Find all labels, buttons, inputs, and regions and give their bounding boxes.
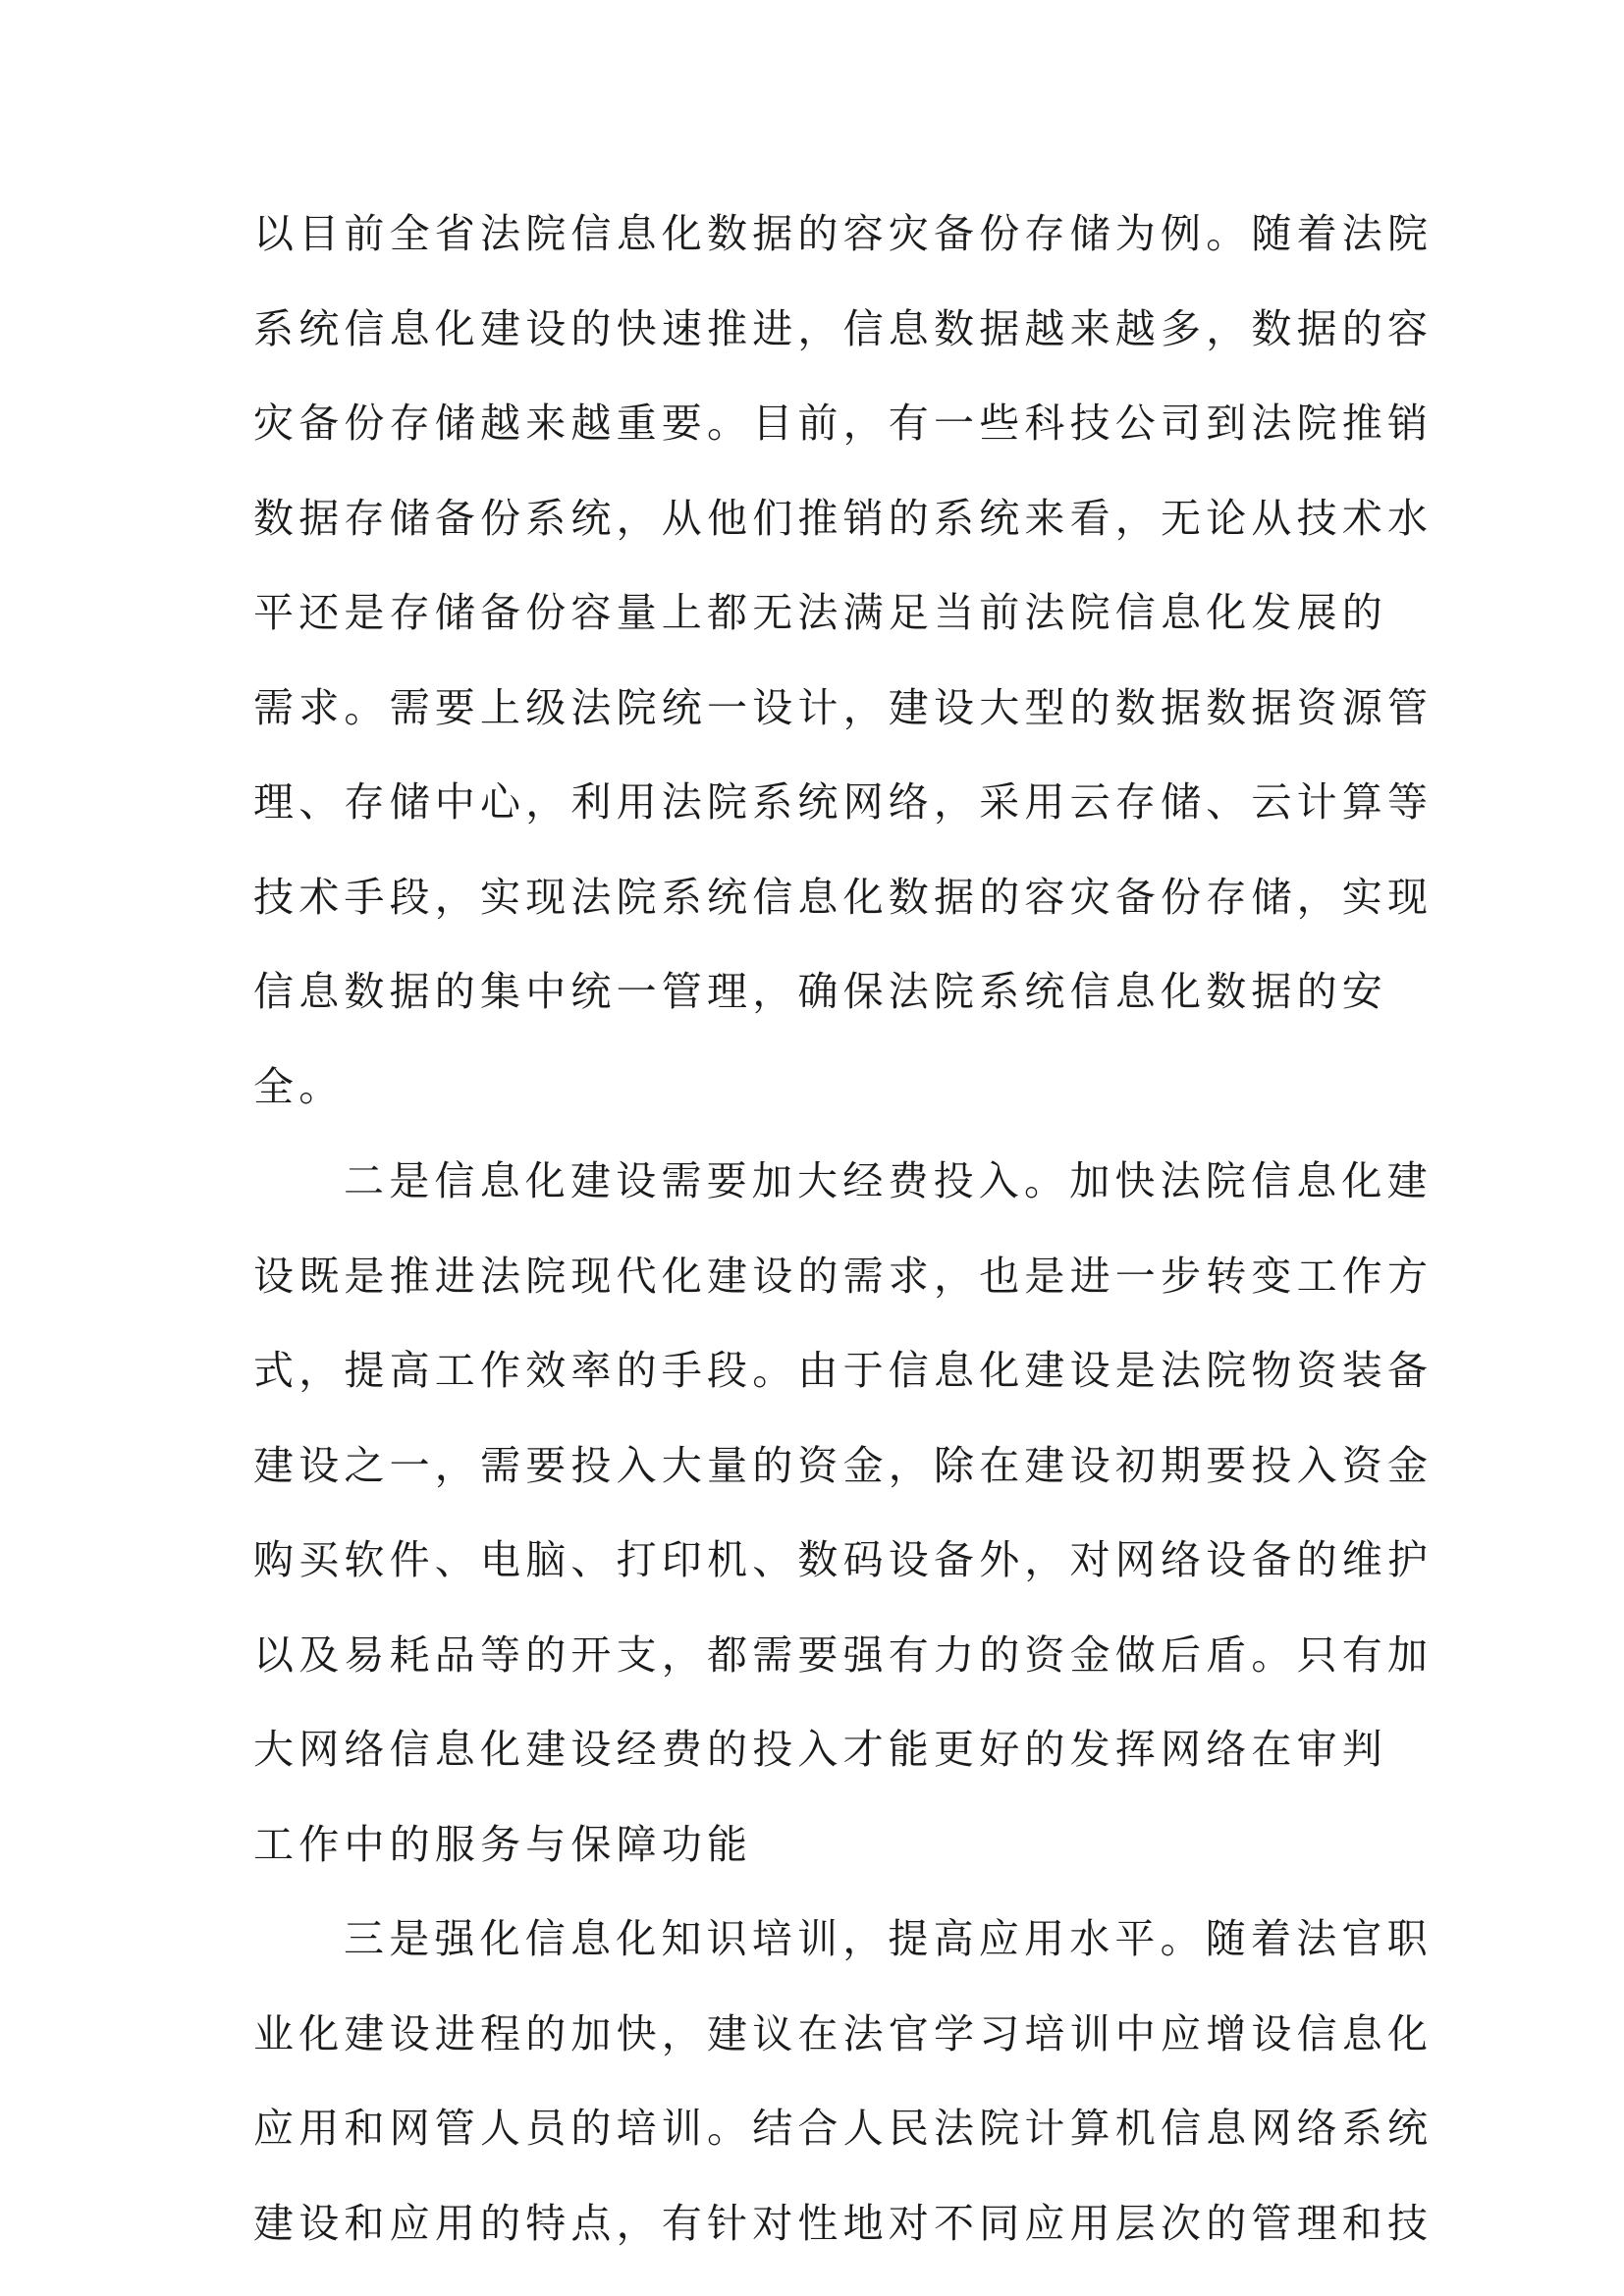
text-line: 以及易耗品等的开支，都需要强有力的资金做后盾。只有加 xyxy=(253,1630,1434,1679)
text-line: 灾备份存储越来越重要。目前，有一些科技公司到法院推销 xyxy=(253,400,1434,447)
text-line: 二是信息化建设需要加大经费投入。加快法院信息化建 xyxy=(344,1157,1433,1204)
text-line: 建设之一，需要投入大量的资金，除在建设初期要投入资金 xyxy=(253,1441,1434,1489)
paragraph-2 xyxy=(253,1134,1434,1892)
text-line: 以目前全省法院信息化数据的容灾备份存储为例。随着法院 xyxy=(253,210,1434,257)
text-line: 技术手段，实现法院系统信息化数据的容灾备份存储，实现 xyxy=(253,873,1434,921)
text-line: 系统信息化建设的快速推进，信息数据越来越多，数据的容 xyxy=(253,304,1434,352)
text-line: 平还是存储备份容量上都无法满足当前法院信息化发展的 xyxy=(253,589,1387,636)
paragraph-1 xyxy=(253,187,1434,1134)
text-line: 业化建设进程的加快，建议在法官学习培训中应增设信息化 xyxy=(253,2009,1434,2057)
text-line: 式，提高工作效率的手段。由于信息化建设是法院物资装备 xyxy=(253,1347,1434,1394)
text-line: 建设和应用的特点，有针对性地对不同应用层次的管理和技 xyxy=(253,2199,1434,2247)
document-body xyxy=(253,187,1434,2270)
text-line: 购买软件、电脑、打印机、数码设备外，对网络设备的维护 xyxy=(253,1536,1434,1583)
text-line: 需求。需要上级法院统一设计，建设大型的数据数据资源管 xyxy=(253,683,1434,731)
text-line: 信息数据的集中统一管理，确保法院系统信息化数据的安 xyxy=(253,968,1387,1015)
text-line: 全。 xyxy=(253,1062,345,1110)
text-line: 设既是推进法院现代化建设的需求，也是进一步转变工作方 xyxy=(253,1252,1434,1300)
text-line: 大网络信息化建设经费的投入才能更好的发挥网络在审判 xyxy=(253,1726,1387,1773)
text-line: 数据存储备份系统，从他们推销的系统来看，无论从技术水 xyxy=(253,494,1434,542)
paragraph-3 xyxy=(253,1892,1434,2270)
text-line: 应用和网管人员的培训。结合人民法院计算机信息网络系统 xyxy=(253,2105,1434,2152)
text-line: 工作中的服务与保障功能 xyxy=(253,1820,753,1868)
text-line: 三是强化信息化知识培训，提高应用水平。随着法官职 xyxy=(344,1915,1433,1962)
text-line: 理、存储中心，利用法院系统网络，采用云存储、云计算等 xyxy=(253,778,1434,826)
